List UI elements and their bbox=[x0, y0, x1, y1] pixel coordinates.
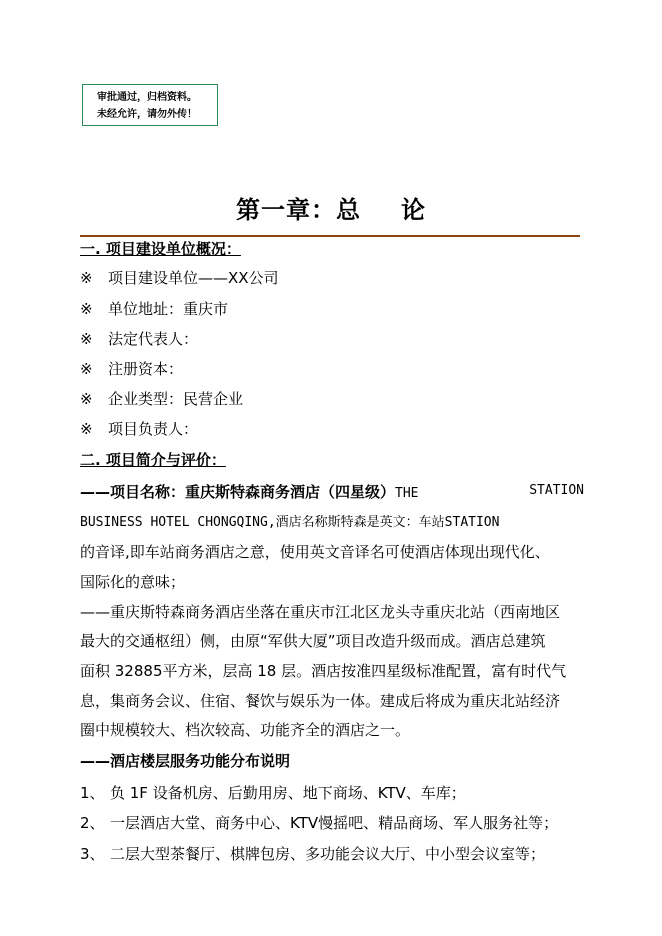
chapter-title-part1: 第一章：总 bbox=[236, 196, 361, 224]
list-item-text: 项目负责人： bbox=[108, 420, 199, 438]
approval-stamp bbox=[82, 84, 218, 126]
bullet-symbol: ※ bbox=[80, 420, 93, 438]
floor-item bbox=[80, 782, 466, 803]
project-name-text: BUSINESS HOTEL CHONGQING,酒店名称斯特森是英文：车站STATION bbox=[80, 515, 500, 530]
list-item-text: 企业类型：民营企业 bbox=[108, 390, 244, 408]
project-name-en-1: THE bbox=[395, 486, 419, 501]
floor-item bbox=[80, 812, 558, 833]
bullet-symbol: ※ bbox=[80, 360, 93, 378]
floor-number: 3、 bbox=[80, 845, 105, 863]
title-rule bbox=[80, 235, 580, 237]
stamp-line-2: 未经允许，请勿外传！ bbox=[97, 109, 197, 120]
list-item bbox=[80, 388, 243, 409]
bullet-symbol: ※ bbox=[80, 330, 93, 348]
floor-text: 一层酒店大堂、商务中心、KTV慢摇吧、精品商场、军人服务社等； bbox=[110, 814, 559, 832]
floors-heading: ——酒店楼层服务功能分布说明 bbox=[80, 752, 291, 770]
bullet-symbol: ※ bbox=[80, 300, 93, 318]
list-item-text: 注册资本： bbox=[108, 360, 184, 378]
project-name-line-2 bbox=[80, 511, 499, 530]
project-name-en-2: STATION bbox=[529, 483, 584, 498]
description-line: 圈中规模较大、档次较高、功能齐全的酒店之一。 bbox=[80, 721, 411, 739]
bullet-symbol: ※ bbox=[80, 269, 93, 287]
chapter-title bbox=[0, 190, 662, 225]
list-item-text: 法定代表人： bbox=[108, 330, 199, 348]
list-item-text: 单位地址：重庆市 bbox=[108, 300, 229, 318]
floor-number: 2、 bbox=[80, 814, 105, 832]
project-name-line-3: 的音译,即车站商务酒店之意，使用英文音译名可使酒店体现出现代化、 bbox=[80, 543, 550, 561]
stamp-line-1: 审批通过，归档资料。 bbox=[97, 92, 197, 103]
list-item bbox=[80, 328, 198, 349]
list-item bbox=[80, 298, 228, 319]
description-line: 息，集商务会议、住宿、餐饮与娱乐为一体。建成后将成为重庆北站经济 bbox=[80, 692, 561, 710]
floor-text: 二层大型茶餐厅、棋牌包房、多功能会议大厅、中小型会议室等； bbox=[110, 845, 546, 863]
description-line: ——重庆斯特森商务酒店坐落在重庆市江北区龙头寺重庆北站（西南地区 bbox=[80, 603, 561, 621]
project-name-label: ——项目名称：重庆斯特森商务酒店（四星级） bbox=[80, 483, 396, 501]
floor-item bbox=[80, 843, 545, 864]
project-name-line-4: 国际化的意味； bbox=[80, 573, 186, 591]
list-item bbox=[80, 358, 183, 379]
list-item bbox=[80, 418, 198, 439]
floor-text: 负 1F 设备机房、后勤用房、地下商场、KTV、车库； bbox=[110, 784, 466, 802]
list-item-text: 项目建设单位——XX公司 bbox=[108, 269, 279, 287]
section2-heading: 二. 项目简介与评价： bbox=[80, 451, 226, 469]
project-name-line bbox=[80, 481, 584, 502]
bullet-symbol: ※ bbox=[80, 390, 93, 408]
chapter-title-part2: 论 bbox=[401, 196, 426, 224]
description-line: 最大的交通枢纽）侧，由原“军供大厦”项目改造升级而成。酒店总建筑 bbox=[80, 632, 546, 650]
floor-number: 1、 bbox=[80, 784, 105, 802]
description-line: 面积 32885平方米，层高 18 层。酒店按准四星级标准配置，富有时代气 bbox=[80, 662, 567, 680]
section1-heading: 一. 项目建设单位概况： bbox=[80, 240, 241, 258]
list-item bbox=[80, 267, 279, 288]
